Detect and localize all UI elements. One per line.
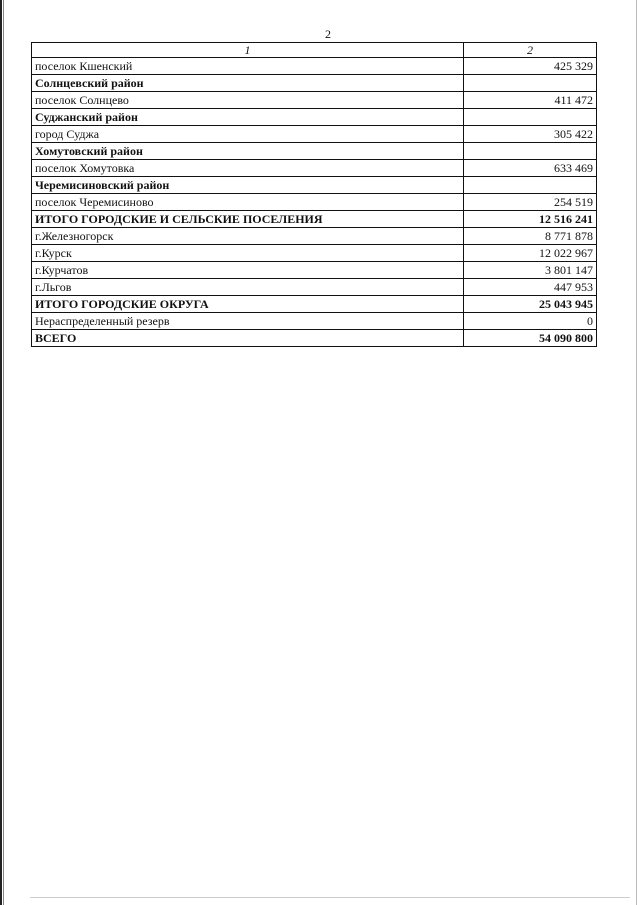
- row-name-cell: г.Курчатов: [32, 262, 464, 279]
- row-value-cell: 54 090 800: [464, 330, 597, 347]
- row-name-cell: поселок Солнцево: [32, 92, 464, 109]
- row-value-cell: 305 422: [464, 126, 597, 143]
- row-name-cell: ИТОГО ГОРОДСКИЕ ОКРУГА: [32, 296, 464, 313]
- table-row: [32, 92, 597, 109]
- table-row: [32, 194, 597, 211]
- table-body: [32, 58, 597, 347]
- scan-edge-bottom: [30, 897, 630, 898]
- budget-table: [31, 42, 597, 347]
- row-value-cell: 3 801 147: [464, 262, 597, 279]
- table-row: [32, 262, 597, 279]
- row-name-cell: поселок Кшенский: [32, 58, 464, 75]
- row-name-cell: поселок Черемисиново: [32, 194, 464, 211]
- table-row: [32, 313, 597, 330]
- table-row: [32, 58, 597, 75]
- scan-edge-left-inner: [3, 0, 4, 905]
- row-name-cell: ИТОГО ГОРОДСКИЕ И СЕЛЬСКИЕ ПОСЕЛЕНИЯ: [32, 211, 464, 228]
- row-value-cell: 425 329: [464, 58, 597, 75]
- row-value-cell: 8 771 878: [464, 228, 597, 245]
- table-row: [32, 296, 597, 313]
- column-header-2: 2: [464, 43, 597, 58]
- row-value-cell: [464, 177, 597, 194]
- table-row: [32, 160, 597, 177]
- row-name-cell: Черемисиновский район: [32, 177, 464, 194]
- row-value-cell: [464, 143, 597, 160]
- row-name-cell: Хомутовский район: [32, 143, 464, 160]
- table-header-row: [32, 43, 597, 58]
- row-name-cell: Солнцевский район: [32, 75, 464, 92]
- row-value-cell: 633 469: [464, 160, 597, 177]
- row-value-cell: 12 516 241: [464, 211, 597, 228]
- row-name-cell: Суджанский район: [32, 109, 464, 126]
- row-value-cell: 25 043 945: [464, 296, 597, 313]
- table-row: [32, 330, 597, 347]
- table-row: [32, 126, 597, 143]
- row-name-cell: Нераспределенный резерв: [32, 313, 464, 330]
- table-row: [32, 177, 597, 194]
- row-name-cell: поселок Хомутовка: [32, 160, 464, 177]
- row-value-cell: [464, 109, 597, 126]
- row-name-cell: г.Курск: [32, 245, 464, 262]
- table-row: [32, 143, 597, 160]
- row-name-cell: г.Льгов: [32, 279, 464, 296]
- row-value-cell: 0: [464, 313, 597, 330]
- row-name-cell: город Суджа: [32, 126, 464, 143]
- table-row: [32, 245, 597, 262]
- column-header-1: 1: [32, 43, 464, 58]
- table-row: [32, 279, 597, 296]
- row-value-cell: [464, 75, 597, 92]
- row-name-cell: г.Железногорск: [32, 228, 464, 245]
- scan-edge-right: [636, 0, 637, 905]
- row-value-cell: 411 472: [464, 92, 597, 109]
- row-value-cell: 254 519: [464, 194, 597, 211]
- row-name-cell: ВСЕГО: [32, 330, 464, 347]
- row-value-cell: 447 953: [464, 279, 597, 296]
- table-row: [32, 109, 597, 126]
- table-row: [32, 75, 597, 92]
- page-number: 2: [325, 27, 331, 41]
- scan-edge-left: [0, 0, 2, 905]
- table-row: [32, 211, 597, 228]
- row-value-cell: 12 022 967: [464, 245, 597, 262]
- table-row: [32, 228, 597, 245]
